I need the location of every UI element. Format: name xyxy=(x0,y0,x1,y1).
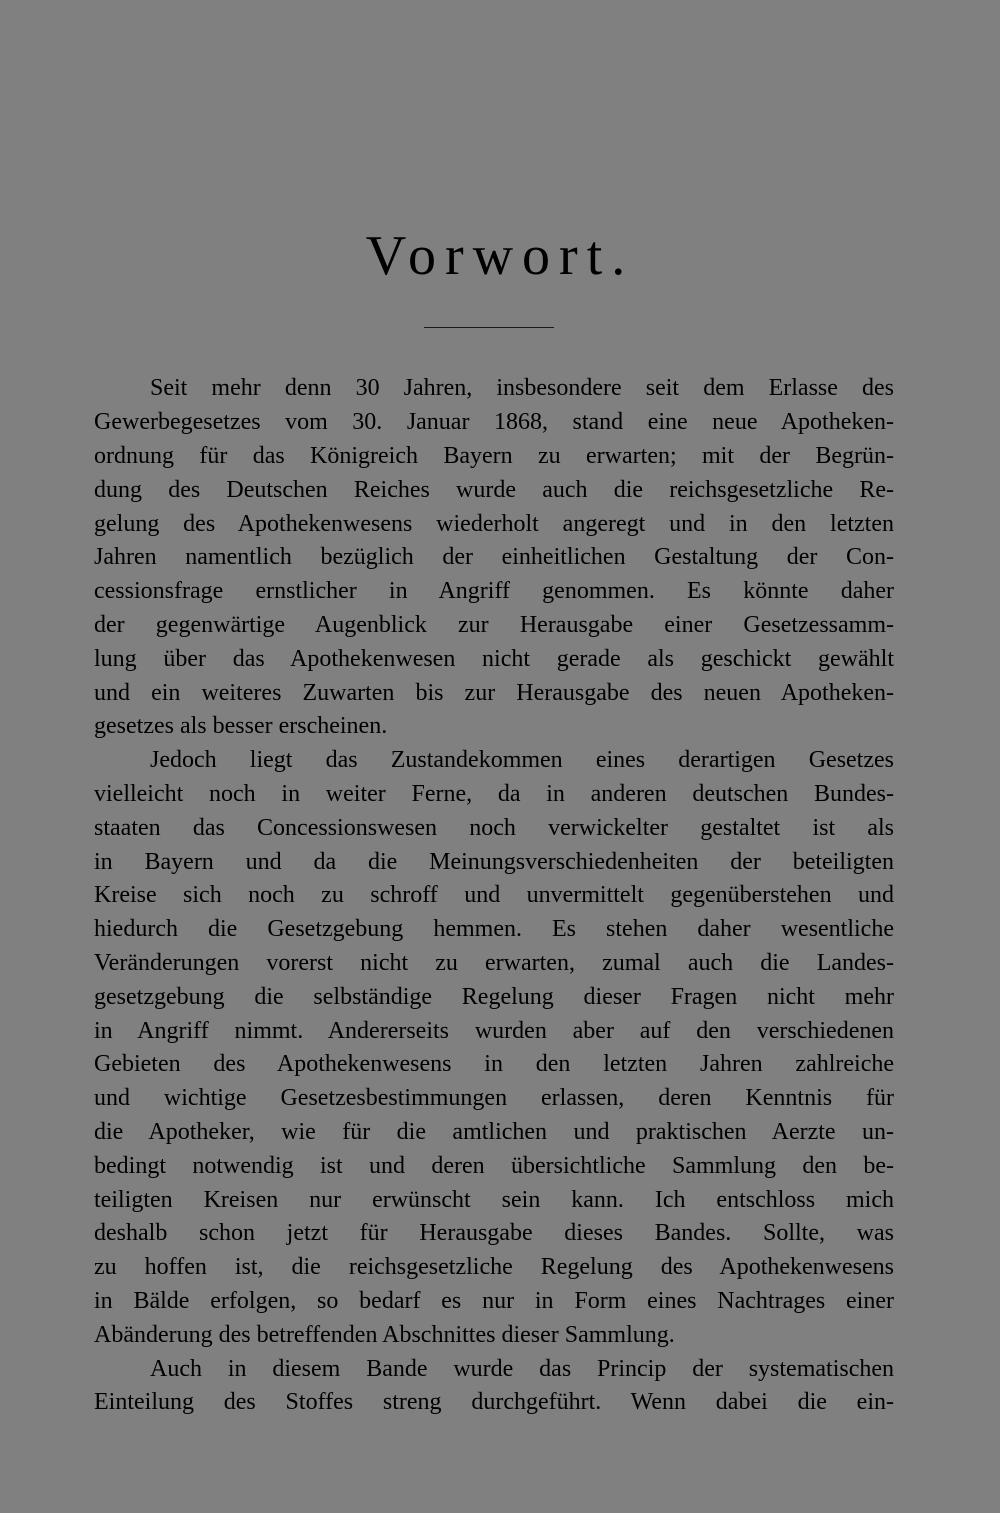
text-line: in Bälde erfolgen, so bedarf es nur in Form eines Nachtrages einer xyxy=(94,1288,894,1314)
text-line: Veränderungen vorerst nicht zu erwarten, zumal auch die Landes- xyxy=(94,950,894,976)
text-line: und ein weiteres Zuwarten bis zur Herausgabe des neuen Apotheken- xyxy=(94,680,894,706)
title-divider xyxy=(424,327,554,328)
text-line: cessionsfrage ernstlicher in Angriff genommen. Es könnte daher xyxy=(94,578,894,604)
text-line: Einteilung des Stoffes streng durchgeführt. Wenn dabei die ein- xyxy=(94,1389,894,1415)
page-title: Vorwort. xyxy=(365,225,635,287)
text-line: lung über das Apothekenwesen nicht gerade als geschickt gewählt xyxy=(94,646,894,672)
text-line: staaten das Concessionswesen noch verwickelter gestaltet ist als xyxy=(94,815,894,841)
text-line: gelung des Apothekenwesens wiederholt angeregt und in den letzten xyxy=(94,511,894,537)
text-line: Kreise sich noch zu schroff und unvermittelt gegenüberstehen und xyxy=(94,882,894,908)
text-line: dung des Deutschen Reiches wurde auch die reichsgesetzliche Re- xyxy=(94,477,894,503)
text-line: Jedoch liegt das Zustandekommen eines derartigen Gesetzes xyxy=(150,747,894,773)
text-line: Auch in diesem Bande wurde das Princip der systematischen xyxy=(150,1356,894,1382)
text-line: Abänderung des betreffenden Abschnittes dieser Sammlung. xyxy=(94,1322,675,1348)
text-line: deshalb schon jetzt für Herausgabe dieses Bandes. Sollte, was xyxy=(94,1220,894,1246)
text-line: gesetzes als besser erscheinen. xyxy=(94,713,388,739)
text-line: gesetzgebung die selbständige Regelung dieser Fragen nicht mehr xyxy=(94,984,894,1010)
text-line: teiligten Kreisen nur erwünscht sein kann. Ich entschloss mich xyxy=(94,1187,894,1213)
text-line: Jahren namentlich bezüglich der einheitlichen Gestaltung der Con- xyxy=(94,544,894,570)
text-line: Gebieten des Apothekenwesens in den letzten Jahren zahlreiche xyxy=(94,1051,894,1077)
text-line: die Apotheker, wie für die amtlichen und praktischen Aerzte un- xyxy=(94,1119,894,1145)
text-line: hiedurch die Gesetzgebung hemmen. Es stehen daher wesentliche xyxy=(94,916,894,942)
text-line: in Bayern und da die Meinungsverschiedenheiten der beteiligten xyxy=(94,849,894,875)
text-line: der gegenwärtige Augenblick zur Herausgabe einer Gesetzessamm- xyxy=(94,612,894,638)
text-line: ordnung für das Königreich Bayern zu erwarten; mit der Begrün- xyxy=(94,443,894,469)
text-line: in Angriff nimmt. Andererseits wurden aber auf den verschiedenen xyxy=(94,1018,894,1044)
text-line: vielleicht noch in weiter Ferne, da in anderen deutschen Bundes- xyxy=(94,781,894,807)
text-line: Seit mehr denn 30 Jahren, insbesondere seit dem Erlasse des xyxy=(150,375,894,401)
text-line: und wichtige Gesetzesbestimmungen erlassen, deren Kenntnis für xyxy=(94,1085,894,1111)
text-line: zu hoffen ist, die reichsgesetzliche Regelung des Apothekenwesens xyxy=(94,1254,894,1280)
text-line: bedingt notwendig ist und deren übersichtliche Sammlung den be- xyxy=(94,1153,894,1179)
text-line: Gewerbegesetzes vom 30. Januar 1868, stand eine neue Apotheken- xyxy=(94,409,894,435)
